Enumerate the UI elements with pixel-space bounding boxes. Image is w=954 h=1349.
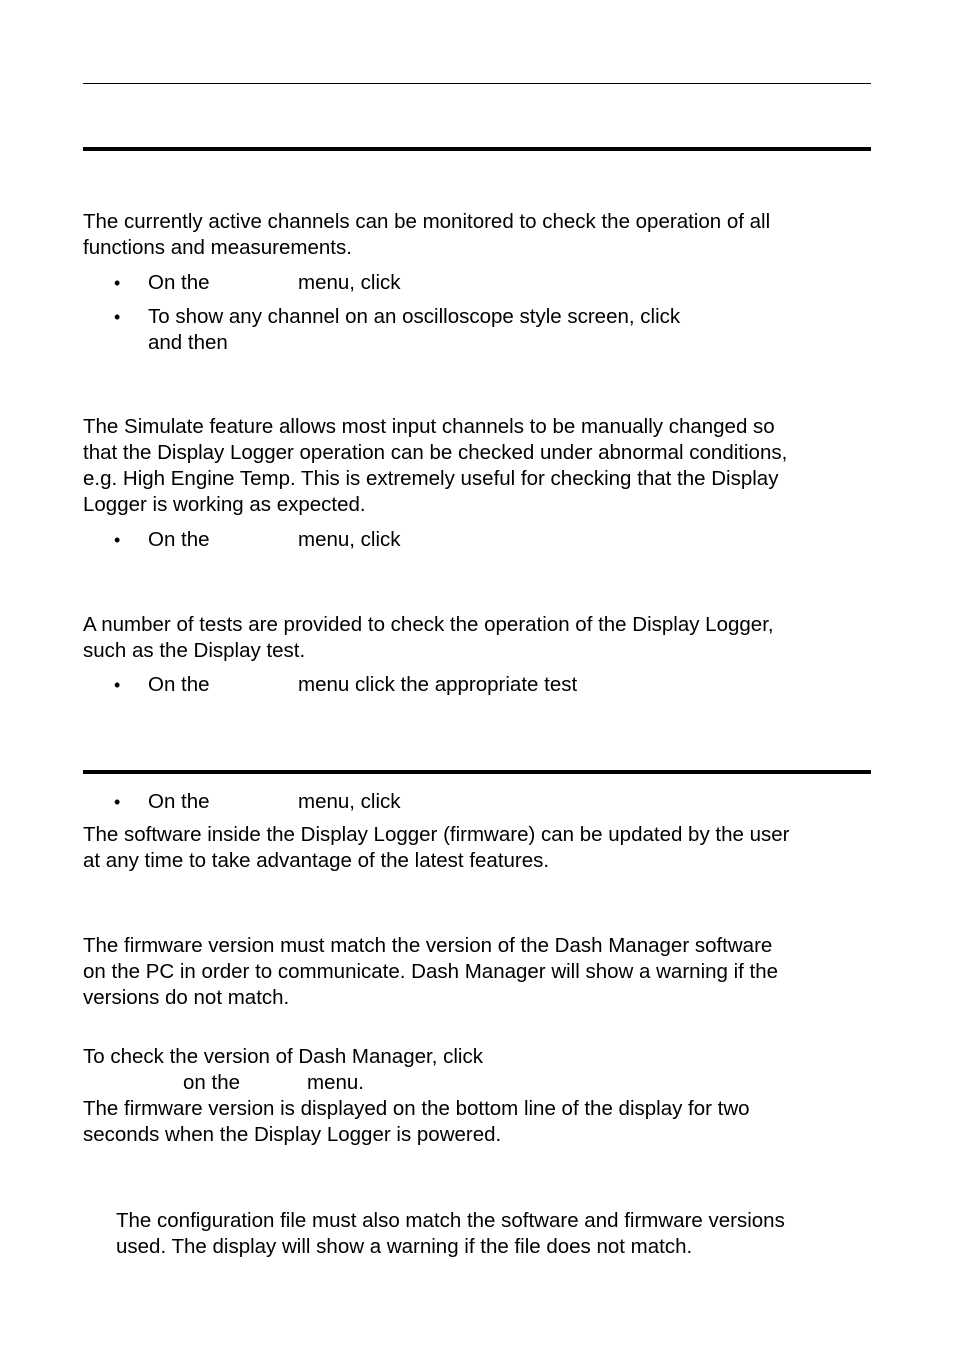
tests-intro: A number of tests are provided to check the operation of the Display Logger, such as the Display test.	[83, 613, 774, 662]
firmware-check-line-2-start: on the	[183, 1071, 240, 1094]
firmware-version-match: The firmware version must match the version of the Dash Manager software on the PC in order to communicate. Dash Manager will show a warning if the versions do not match.	[83, 934, 779, 1009]
bullet-text-start: On the	[148, 790, 210, 813]
bullet-text-end: menu, click	[298, 271, 401, 294]
bullet-text-end: menu, click	[298, 528, 401, 551]
bullet-text-start: On the	[148, 528, 210, 551]
firmware-displayed: The firmware version is displayed on the bottom line of the display for two seconds when the Display Logger is powered.	[83, 1097, 750, 1146]
bullet-text-end: menu click the appropriate test	[298, 673, 578, 696]
bullet-dot-icon: •	[114, 530, 121, 550]
section-divider-firmware	[83, 770, 871, 774]
bullet-dot-icon: •	[114, 307, 121, 327]
bullet-dot-icon: •	[114, 792, 121, 812]
firmware-note: The configuration file must also match the software and firmware versions used. The display will show a warning if the file does not match.	[116, 1209, 785, 1258]
bullet-dot-icon: •	[114, 273, 121, 293]
firmware-intro: The software inside the Display Logger (firmware) can be updated by the user at any time to take advantage of the latest features.	[83, 823, 790, 872]
header-rule	[83, 83, 871, 84]
bullet-text-start: On the	[148, 271, 210, 294]
bullet-text: To show any channel on an oscilloscope style screen, click and then	[148, 305, 681, 354]
simulate-intro: The Simulate feature allows most input channels to be manually changed so that the Display Logger operation can be checked under abnormal conditions, e.g. High Engine Temp. This is extremely useful for checking that the Display Logger is working as expected.	[83, 415, 788, 516]
bullet-text-end: menu, click	[298, 790, 401, 813]
firmware-check-line-1: To check the version of Dash Manager, click	[83, 1045, 483, 1068]
monitor-intro: The currently active channels can be monitored to check the operation of all functions and measurements.	[83, 210, 771, 259]
bullet-text-start: On the	[148, 673, 210, 696]
section-divider-monitoring	[83, 147, 871, 151]
firmware-check-line-2-end: menu.	[307, 1071, 364, 1094]
bullet-dot-icon: •	[114, 675, 121, 695]
